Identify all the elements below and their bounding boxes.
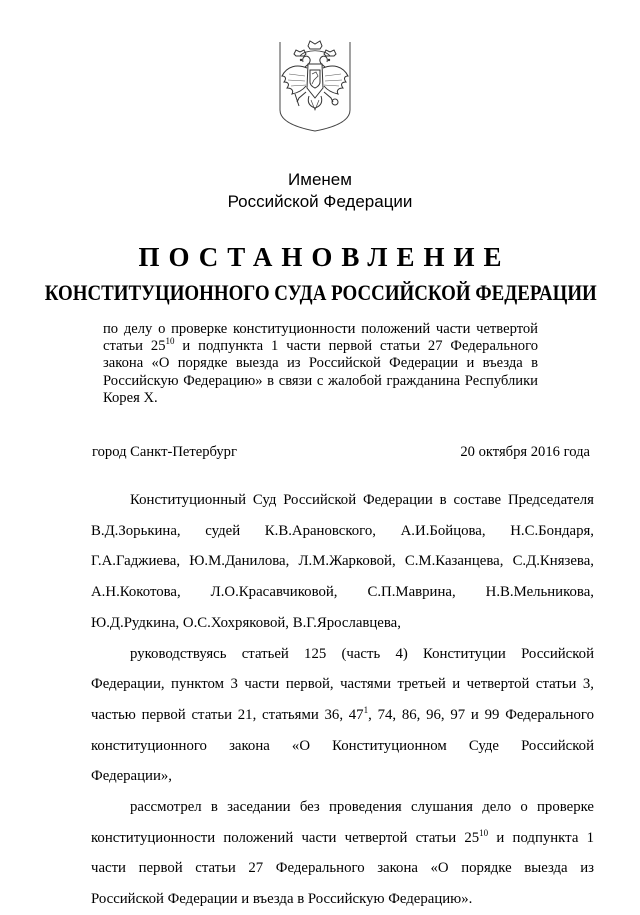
superscript: 10 xyxy=(479,827,489,838)
case-subject xyxy=(103,321,538,407)
date: 20 октября 2016 года xyxy=(460,444,590,460)
court-name: КОНСТИТУЦИОННОГО СУДА РОССИЙСКОЙ ФЕДЕРАЦИИ xyxy=(44,280,597,305)
body-line: Ю.Д.Рудкина, О.С.Хохряковой, В.Г.Ярославцева, xyxy=(91,614,401,631)
body-line: Федерации», xyxy=(91,768,172,785)
subject-line: Корея Х. xyxy=(103,389,158,406)
body-line: конституционности положений части четвертой статьи $25^{10}$ и подпункта 1 xyxy=(91,827,594,846)
body-line: В.Д.Зорькина, судей К.В.Арановского, А.И.Бойцова, Н.С.Бондаря, xyxy=(91,522,594,539)
body-line: руководствуясь статьей 125 (часть 4) Конституции Российской xyxy=(130,645,594,662)
subject-line: статьи $25^{10}$ и подпункта 1 части первой статьи 27 Федерального xyxy=(103,336,539,355)
body-line: Конституционный Суд Российской Федерации в составе Председателя xyxy=(130,492,594,508)
in-the-name-of-line: Именем xyxy=(288,170,352,189)
body-line: Г.А.Гаджиева, Ю.М.Данилова, Л.М.Жарковой, С.М.Казанцева, С.Д.Князева, xyxy=(91,553,594,570)
document-title: ПОСТАНОВЛЕНИЕ xyxy=(138,242,511,272)
body-line: частью первой статьи 21, статьями 36, $47^1$, 74, 86, 96, 97 и 99 Федерального xyxy=(91,704,594,723)
body-line: Российской Федерации и въезда в Российскую Федерацию». xyxy=(91,891,473,908)
body-line: рассмотрел в заседании без проведения слушания дело о проверке xyxy=(130,799,594,816)
subject-line: Российскую Федерацию» в связи с жалобой гражданина Республики xyxy=(103,372,538,389)
superscript: 1 xyxy=(363,704,369,715)
superscript: 10 xyxy=(165,336,175,347)
body-line: А.Н.Кокотова, Л.О.Красавчиковой, С.П.Маврина, Н.В.Мельникова, xyxy=(91,584,594,601)
subject-line: по делу о проверке конституционности положений части четвертой xyxy=(103,321,538,337)
body-line: конституционного закона «О Конституционном Суде Российской xyxy=(91,737,594,754)
subject-line: закона «О порядке выезда из Российской Федерации и въезда в xyxy=(103,355,538,372)
city: город Санкт-Петербург xyxy=(92,444,237,460)
document-body xyxy=(91,485,594,915)
body-line: части первой статьи 27 Федерального закона «О порядке выезда из xyxy=(91,860,594,877)
russian-coat-of-arms-icon xyxy=(279,40,351,132)
body-line: Федерации, пунктом 3 части первой, частями третьей и четвертой статьи 3, xyxy=(91,676,594,693)
russian-federation-line: Российской Федерации xyxy=(227,192,413,211)
